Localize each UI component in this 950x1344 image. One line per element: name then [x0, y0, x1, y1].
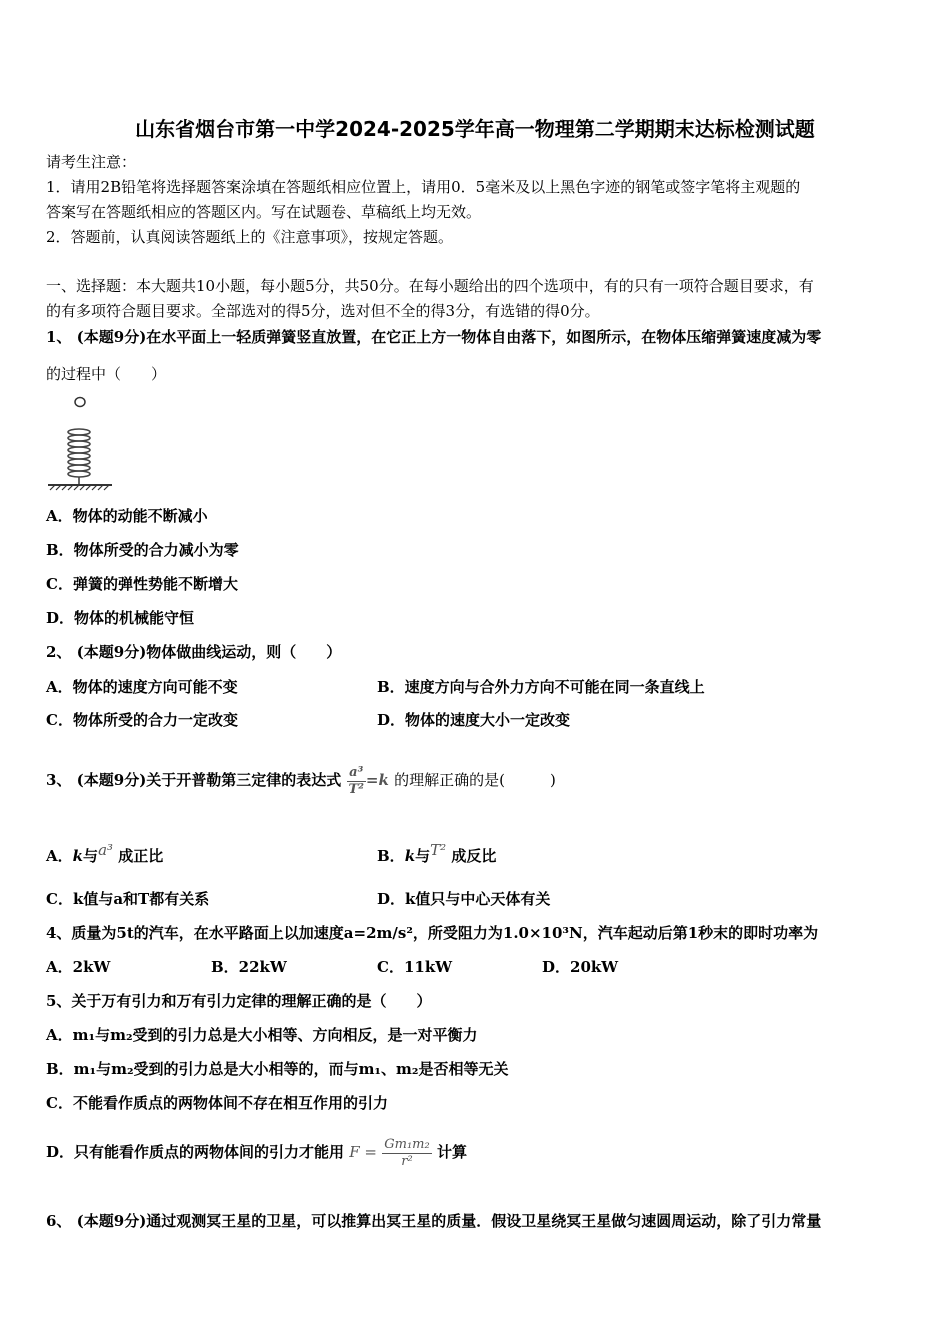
q1-option-b: B．物体所受的合力减小为零: [46, 541, 239, 559]
section-intro-2: 的有多项符合题目要求。全部选对的得5分，选对但不全的得3分，有选错的得0分。: [46, 302, 600, 320]
q1-stem-b: 的过程中（ ）: [46, 365, 167, 383]
q2-option-d: D．物体的速度大小一定改变: [377, 711, 571, 729]
q2-option-c: C．物体所受的合力一定改变: [46, 711, 238, 729]
q3-stem: [46, 758, 556, 802]
spring-icon: [68, 429, 90, 484]
notice-heading: 请考生注意：: [46, 153, 137, 171]
section-intro-1: 一、选择题：本大题共10小题，每小题5分，共50分。在每小题给出的四个选项中，有的只有一项符合题目要求，有: [46, 277, 814, 295]
q3-option-a: A．k与a³ 成正比: [46, 841, 164, 865]
gravity-formula-lhs: F =: [349, 1143, 377, 1161]
q1-option-a: A．物体的动能不断减小: [46, 507, 208, 525]
q2-option-b: B．速度方向与合外力方向不可能在同一条直线上: [377, 678, 705, 696]
q3-option-b: B．k与T² 成反比: [377, 841, 497, 865]
ground-icon: [48, 485, 112, 490]
q5-option-d: D．只有能看作质点的两物体间的引力才能用 F = $\frac{\text{Gm₁m₂}}{\text{r²}}$ 计算: [46, 1136, 467, 1169]
q3-option-d: D．k值只与中心天体有关: [377, 890, 551, 908]
q2-stem: 2、 (本题9分)物体做曲线运动，则（ ）: [46, 643, 342, 661]
q3-stem-pre: 3、 (本题9分)关于开普勒第三定律的表达式: [46, 771, 342, 789]
q4-stem: 4、质量为5t的汽车，在水平路面上以加速度a=2m/s²，所受阻力为1.0×10³N，汽车起动后第1秒末的即时功率为: [46, 924, 819, 942]
q4-option-d: D．20kW: [542, 958, 619, 976]
q4-option-b: B．22kW: [211, 958, 287, 976]
notice-item-1b: 答案写在答题纸相应的答题区内。写在试题卷、草稿纸上均无效。: [46, 203, 482, 221]
spring-figure: [46, 392, 116, 492]
q2-option-a: A．物体的速度方向可能不变: [46, 678, 238, 696]
q4-option-c: C．11kW: [377, 958, 453, 976]
kepler-rhs: =k: [365, 771, 389, 789]
q5-stem: 5、关于万有引力和万有引力定律的理解正确的是（ ）: [46, 992, 432, 1010]
gravity-fraction: $\frac{\text{Gm₁m₂}}{\text{r²}}$: [384, 1136, 430, 1169]
q5-option-c: C．不能看作质点的两物体间不存在相互作用的引力: [46, 1094, 388, 1112]
kepler-fraction: $\frac{\text{a³}}{\text{T²}}$: [348, 764, 364, 797]
q6-stem: 6、 (本题9分)通过观测冥王星的卫星，可以推算出冥王星的质量．假设卫星绕冥王星做匀速圆周运动，除了引力常量: [46, 1212, 822, 1230]
q1-stem-a: 1、 (本题9分)在水平面上一轻质弹簧竖直放置，在它正上方一物体自由落下，如图所示，在物体压缩弹簧速度减为零: [46, 328, 822, 346]
notice-item-2: 2．答题前，认真阅读答题纸上的《注意事项》，按规定答题。: [46, 228, 454, 246]
page-title: 山东省烟台市第一中学2024-2025学年高一物理第二学期期末达标检测试题: [135, 117, 815, 141]
q3-option-c: C．k值与a和T都有关系: [46, 890, 210, 908]
notice-item-1a: 1．请用2B铅笔将选择题答案涂填在答题纸相应位置上，请用0．5毫米及以上黑色字迹的钢笔或签字笔将主观题的: [46, 178, 801, 196]
q3-stem-post: 的理解正确的是( ): [394, 771, 556, 789]
q1-option-d: D．物体的机械能守恒: [46, 609, 195, 627]
falling-ball-icon: [75, 398, 85, 407]
q5-option-a: A．m₁与m₂受到的引力总是大小相等、方向相反，是一对平衡力: [46, 1026, 478, 1044]
q4-option-a: A．2kW: [46, 958, 111, 976]
q1-option-c: C．弹簧的弹性势能不断增大: [46, 575, 238, 593]
q5-option-b: B．m₁与m₂受到的引力总是大小相等的，而与m₁、m₂是否相等无关: [46, 1060, 509, 1078]
